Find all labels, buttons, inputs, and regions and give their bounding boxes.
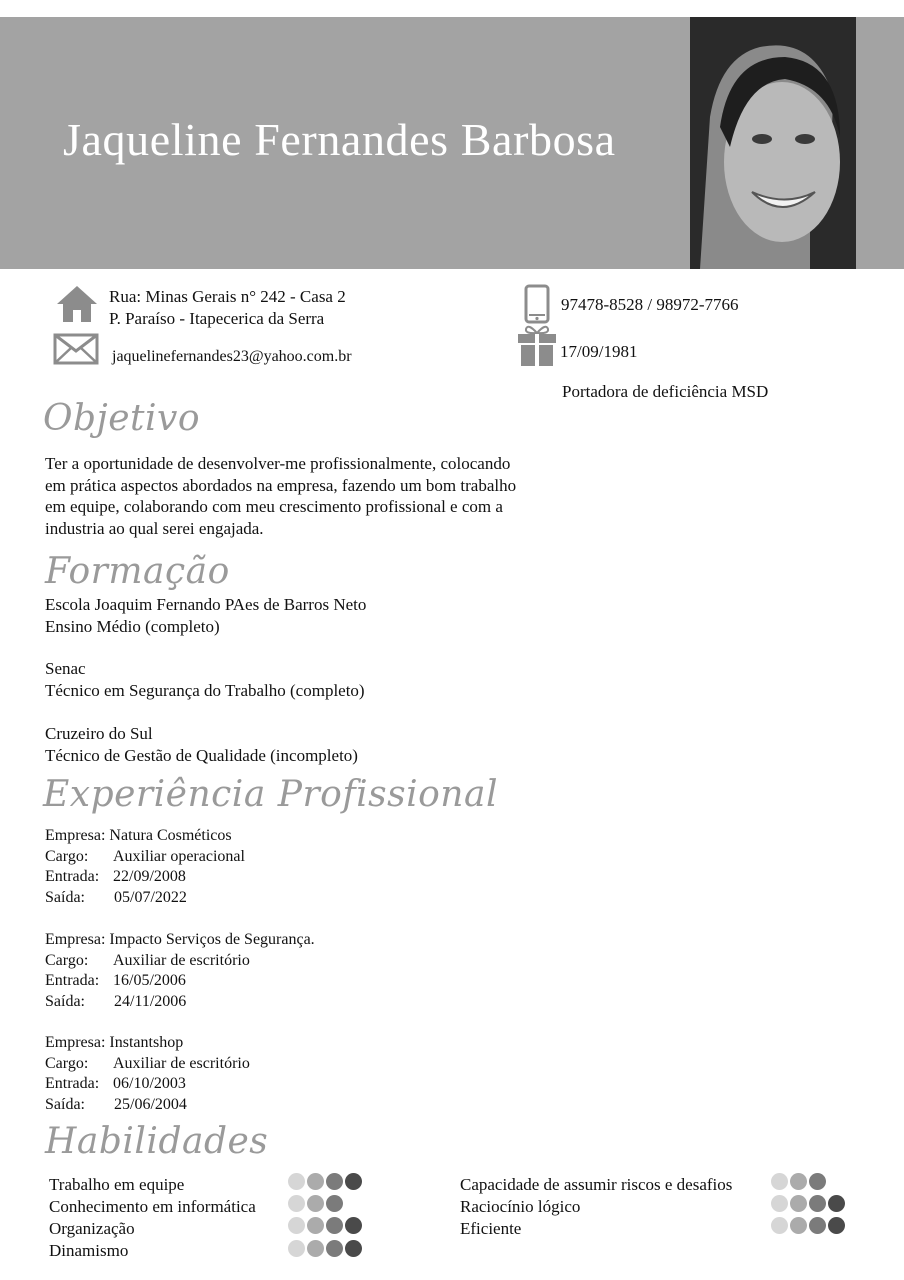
start-date: 22/09/2008 xyxy=(113,868,186,885)
birthdate: 17/09/1981 xyxy=(560,342,638,361)
company-label: Empresa: xyxy=(45,827,106,844)
skill-item xyxy=(49,1240,256,1262)
skill-rating-dot xyxy=(771,1217,788,1234)
education-item xyxy=(45,658,365,702)
education-item xyxy=(45,594,366,638)
education-item xyxy=(45,723,358,767)
skill-item xyxy=(460,1218,732,1240)
experience-heading: Experiência Profissional xyxy=(43,774,498,815)
objective-text xyxy=(45,453,516,539)
role-label: Cargo: xyxy=(45,1054,89,1072)
skill-rating-dot xyxy=(326,1240,343,1257)
skill-name: Raciocínio lógico xyxy=(460,1197,581,1216)
end-date: 24/11/2006 xyxy=(114,992,187,1010)
skill-item xyxy=(49,1218,256,1240)
skill-rating-dot xyxy=(307,1173,324,1190)
end-label: Saída: xyxy=(45,888,85,906)
skill-item xyxy=(460,1196,732,1218)
start-label: Entrada: xyxy=(45,868,100,885)
end-label: Saída: xyxy=(45,992,85,1010)
disability-note: Portadora de deficiência MSD xyxy=(562,382,769,401)
skill-name: Organização xyxy=(49,1219,135,1238)
skill-rating-dot xyxy=(790,1217,807,1234)
skill-name: Dinamismo xyxy=(49,1241,129,1260)
role-value: Auxiliar operacional xyxy=(113,847,245,865)
skill-rating-dot xyxy=(288,1195,305,1212)
skill-rating-dot xyxy=(771,1173,788,1190)
skill-rating-dot xyxy=(326,1173,343,1190)
objective-line: em prática aspectos abordados na empresa, fazendo um bom trabalho xyxy=(45,475,517,495)
skill-rating xyxy=(288,1195,343,1212)
skills-left-list xyxy=(49,1174,256,1262)
skill-rating-dot xyxy=(345,1240,362,1257)
start-date: 16/05/2006 xyxy=(113,972,186,989)
skills-heading: Habilidades xyxy=(45,1121,269,1162)
start-date: 06/10/2003 xyxy=(113,1075,186,1092)
skill-name: Conhecimento em informática xyxy=(49,1197,256,1216)
envelope-icon xyxy=(53,333,99,370)
start-label: Entrada: xyxy=(45,972,100,989)
skills-right-list xyxy=(460,1174,732,1240)
skill-name: Eficiente xyxy=(460,1219,522,1238)
skill-rating-dot xyxy=(307,1195,324,1212)
skill-rating-dot xyxy=(809,1173,826,1190)
candidate-name: Jaqueline Fernandes Barbosa xyxy=(63,114,616,165)
experience-item xyxy=(45,826,245,908)
skill-item xyxy=(49,1174,256,1196)
skill-rating-dot xyxy=(771,1195,788,1212)
skill-rating xyxy=(771,1195,845,1212)
skill-rating xyxy=(288,1173,362,1190)
education-course: Técnico em Segurança do Trabalho (completo) xyxy=(45,681,365,700)
skill-name: Trabalho em equipe xyxy=(49,1175,185,1194)
role-label: Cargo: xyxy=(45,847,89,865)
education-school: Senac xyxy=(45,659,86,678)
skill-rating-dot xyxy=(326,1195,343,1212)
address-line-1: Rua: Minas Gerais n° 242 - Casa 2 xyxy=(109,287,346,306)
objective-heading: Objetivo xyxy=(43,398,201,439)
skill-rating-dot xyxy=(288,1217,305,1234)
skill-rating-dot xyxy=(307,1217,324,1234)
education-heading: Formação xyxy=(45,551,230,592)
skill-rating-dot xyxy=(345,1217,362,1234)
start-label: Entrada: xyxy=(45,1075,100,1092)
education-school: Escola Joaquim Fernando PAes de Barros Neto xyxy=(45,595,367,614)
company-name: Instantshop xyxy=(109,1034,184,1051)
skill-rating xyxy=(771,1173,826,1190)
address-line-2: P. Paraíso - Itapecerica da Serra xyxy=(109,309,325,328)
skill-rating xyxy=(288,1217,362,1234)
skill-rating-dot xyxy=(809,1217,826,1234)
skill-rating-dot xyxy=(809,1195,826,1212)
skill-rating xyxy=(288,1240,362,1257)
end-label: Saída: xyxy=(45,1095,85,1113)
home-icon xyxy=(55,284,99,329)
objective-line: Ter a oportunidade de desenvolver-me profissionalmente, colocando xyxy=(45,454,511,473)
company-name: Natura Cosméticos xyxy=(109,827,232,844)
company-label: Empresa: xyxy=(45,931,106,948)
role-label: Cargo: xyxy=(45,951,89,969)
objective-line: em equipe, colaborando com meu crescimento profissional e com a xyxy=(45,497,503,516)
profile-photo xyxy=(690,17,856,269)
company-label: Empresa: xyxy=(45,1034,106,1051)
skill-rating-dot xyxy=(828,1217,845,1234)
skill-rating-dot xyxy=(790,1173,807,1190)
objective-line: industria ao qual serei engajada. xyxy=(45,518,264,538)
skill-rating-dot xyxy=(307,1240,324,1257)
end-date: 25/06/2004 xyxy=(114,1095,187,1113)
education-course: Técnico de Gestão de Qualidade (incompleto) xyxy=(45,746,358,765)
skill-rating-dot xyxy=(288,1240,305,1257)
skill-name: Capacidade de assumir riscos e desafios xyxy=(460,1175,733,1194)
skill-rating-dot xyxy=(326,1217,343,1234)
experience-item xyxy=(45,1033,250,1115)
skill-item xyxy=(460,1174,732,1196)
skill-rating-dot xyxy=(828,1195,845,1212)
email-address: jaquelinefernandes23@yahoo.com.br xyxy=(112,348,352,365)
skill-rating-dot xyxy=(790,1195,807,1212)
education-school: Cruzeiro do Sul xyxy=(45,724,153,743)
role-value: Auxiliar de escritório xyxy=(113,951,250,969)
skill-rating xyxy=(771,1217,845,1234)
company-name: Impacto Serviços de Segurança. xyxy=(109,931,315,948)
experience-item xyxy=(45,930,315,1012)
role-value: Auxiliar de escritório xyxy=(113,1054,250,1072)
skill-rating-dot xyxy=(288,1173,305,1190)
education-course: Ensino Médio (completo) xyxy=(45,617,220,636)
phone-numbers: 97478-8528 / 98972-7766 xyxy=(561,295,739,314)
gift-icon xyxy=(516,323,558,372)
skill-item xyxy=(49,1196,256,1218)
skill-rating-dot xyxy=(345,1173,362,1190)
end-date: 05/07/2022 xyxy=(114,888,187,906)
